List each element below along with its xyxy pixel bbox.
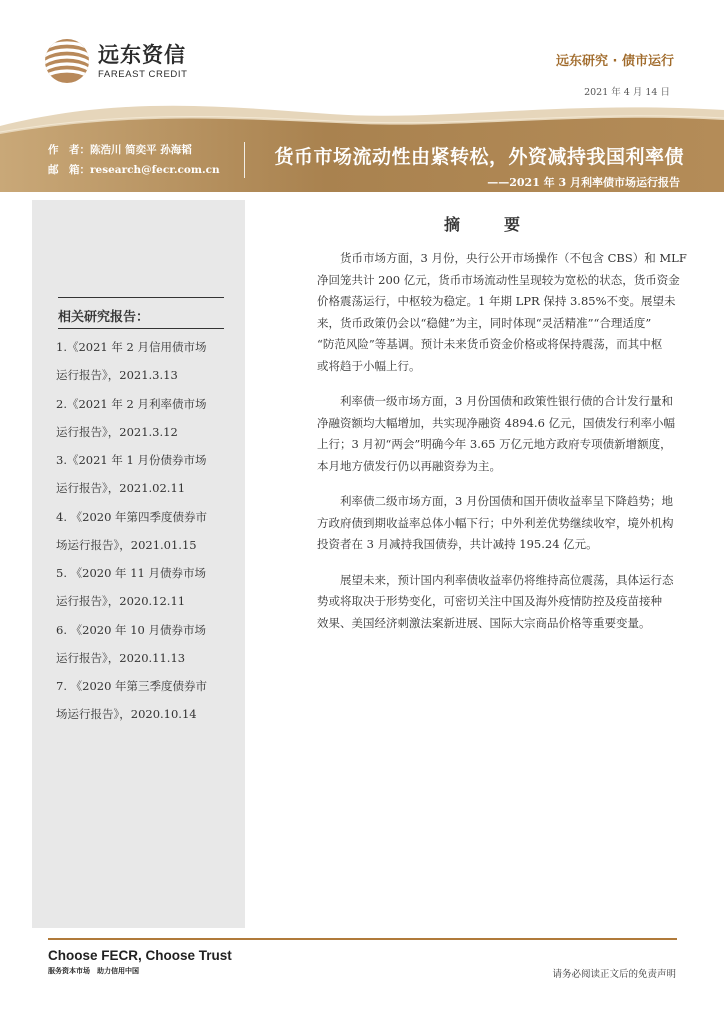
footer-rule — [48, 938, 677, 940]
footer-subslogan: 服务资本市场 助力信用中国 — [48, 967, 139, 975]
report-title: 货币市场流动性由紧转松，外资减持我国利率债 — [274, 146, 684, 168]
brand-name-en: FAREAST CREDIT — [98, 68, 188, 80]
related-reports-title: 相关研究报告： — [58, 310, 150, 325]
related-rule-bottom — [58, 328, 224, 329]
related-report-item[interactable]: 2.《2021 年 2 月利率债市场 运行报告》，2021.3.12 — [56, 396, 207, 439]
email-label: 邮 箱： — [48, 164, 90, 176]
report-subtitle: ——2021 年 3 月利率债市场运行报告 — [487, 176, 680, 189]
author-label: 作 者： — [48, 144, 90, 156]
disclaimer-note: 请务必阅读正文后的免责声明 — [552, 969, 676, 980]
report-date: 2021 年 4 月 14 日 — [584, 87, 670, 98]
abstract-paragraph-secondary-market: 利率债二级市场方面，3 月份国债和国开债收益率呈下降趋势；地 方政府债到期收益率总体小幅下行；中外利差优势继续收窄，境外机构 投资者在 3 月减持我国债券，共计减持 195.24 亿元。 — [317, 494, 674, 551]
author-names: 陈浩川 简奕平 孙海韬 — [90, 144, 192, 156]
abstract-paragraph-outlook: 展望未来，预计国内利率债收益率仍将维持高位震荡，具体运行态 势或将取决于形势变化，可密切关注中国及海外疫情防控及疫苗接种 效果、美国经济刺激法案新进展、国际大宗商品价格等重要变量。 — [317, 572, 674, 630]
related-report-item[interactable]: 3.《2021 年 1 月份债券市场 运行报告》，2021.02.11 — [56, 453, 207, 495]
brand-logo — [44, 38, 188, 84]
author-info — [48, 140, 220, 180]
related-report-item[interactable]: 6. 《2020 年 10 月债券市场 运行报告》，2020.11.13 — [56, 622, 206, 665]
related-report-item[interactable]: 5. 《2020 年 11 月债券市场 运行报告》，2020.12.11 — [56, 566, 206, 608]
related-report-item[interactable]: 1.《2021 年 2 月信用债市场 运行报告》，2021.3.13 — [56, 340, 207, 382]
abstract-paragraph-primary-market: 利率债一级市场方面，3 月份国债和政策性银行债的合计发行量和 净融资额均大幅增加，共实现净融资 4894.6 亿元，国债发行利率小幅 上行；3 月初“两会”明确今年 3.65 万亿元地方政府专项债新增额度， 本月地方债发行仍以再融资券为主。 — [317, 394, 676, 473]
author-email[interactable]: research@fecr.com.cn — [90, 164, 220, 176]
report-series: 远东研究 · 债市运行 — [556, 54, 674, 69]
abstract-body — [294, 248, 686, 648]
abstract-paragraph-money-market: 货币市场方面，3 月份，央行公开市场操作（不包含 CBS）和 MLF 净回笼共计 200 亿元，货币市场流动性呈现较为宽松的状态，货币资金 价格震荡运行，中枢较为稳定。1 年期 LPR 保持 3.85%不变。展望未 来，货币政策仍会以“稳健”为主，同时体现“灵活精准”“合理适度” “防范风险”等基调。预计未来货币资金价格或将保持震荡，而其中枢 或将趋于小幅上行。 — [317, 251, 687, 373]
fareast-logo-icon — [44, 38, 90, 84]
related-reports-list — [56, 333, 226, 729]
banner-divider — [244, 142, 245, 178]
related-rule-top — [58, 297, 224, 298]
brand-name-cn: 远东资信 — [98, 42, 186, 67]
related-report-item[interactable]: 4. 《2020 年第四季度债券市 场运行报告》，2021.01.15 — [56, 509, 208, 552]
abstract-heading: 摘 要 — [444, 215, 535, 234]
related-report-item[interactable]: 7. 《2020 年第三季度债券市 场运行报告》，2020.10.14 — [56, 679, 208, 721]
footer-slogan: Choose FECR, Choose Trust — [48, 948, 232, 963]
